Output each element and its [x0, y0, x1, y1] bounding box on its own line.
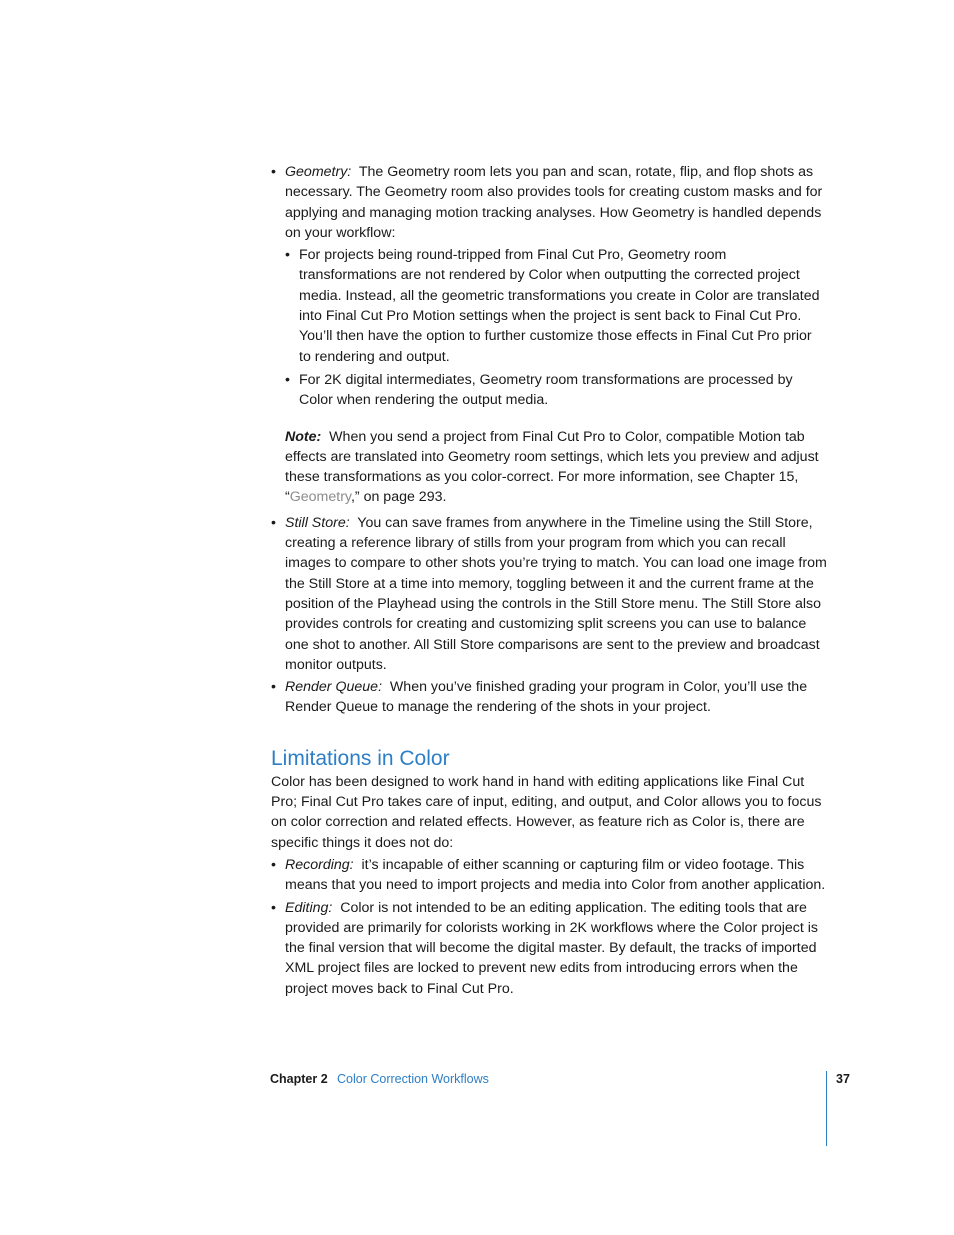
sub-bullet-item [285, 370, 827, 411]
page-number: 37 [836, 1072, 850, 1086]
sub-bullet-text: For projects being round-tripped from Final Cut Pro, Geometry room transformations are not rendered by Color when outputting the corrected project media. Instead, all the geometric transformations you create in Color are translated into Final Cut Pro Motion settings when the project is sent back to Final Cut Pro. You’ll then have the option to further customize those effects in Final Cut Pro prior to rendering and output. [299, 247, 820, 365]
geometry-link[interactable]: Geometry [289, 489, 351, 506]
bullet-editing [271, 898, 827, 999]
bullet-geometry [271, 162, 827, 411]
sub-bullet-list [285, 245, 827, 410]
bullet-text: You can save frames from anywhere in the Timeline using the Still Store, creating a reference library of stills from your program from which you can recall images to compare to other shots you’re trying to match. You can load one image from the Still Store at a time into memory, toggling between it and the current frame at the position of the Playhead using the controls in the Still Store menu. The Still Store also provides controls for creating and customizing split screens you can use to balance one shot to another. All Still Store comparisons are sent to the preview and broadcast monitor outputs. [285, 514, 827, 673]
bullet-term: Recording: [285, 856, 354, 873]
footer-chapter-title: Color Correction Workflows [337, 1072, 489, 1086]
bullet-term: Still Store: [285, 514, 350, 531]
note-label: Note: [285, 428, 322, 445]
footer-divider [826, 1071, 827, 1146]
bullet-text: The Geometry room lets you pan and scan, rotate, flip, and flop shots as necessary. The Geometry room also provides tools for creating custom masks and for applying and managing motion tracking analyses. How Geometry is handled depends on your workflow: [285, 164, 823, 241]
footer-chapter: Chapter 2 [270, 1072, 328, 1086]
bullet-render-queue [271, 677, 827, 718]
sub-bullet-item [285, 245, 827, 367]
page-content [271, 162, 827, 1001]
section-intro: Color has been designed to work hand in hand with editing applications like Final Cut Pro; Final Cut Pro takes care of input, editing, and output, and Color allows you to focus on color correction and related effects. However, as feature rich as Color is, there are specific things it does not do: [271, 773, 822, 851]
bullet-recording [271, 855, 827, 896]
section-heading: Limitations in Color [271, 746, 450, 770]
bullet-term: Render Queue: [285, 679, 383, 696]
note-text-before: When you send a project from Final Cut Pro to Color, compatible Motion tab effects are translated into Geometry room settings, which lets you preview and adjust these transformations as you color-correct. For more information, see Chapter 15, “ [285, 428, 819, 506]
bullet-term: Editing: [285, 899, 333, 916]
bullet-text: Color is not intended to be an editing application. The editing tools that are provided are primarily for colorists working in 2K workflows where the Color project is the final version that will become the digital master. By default, the tracks of imported XML project files are locked to prevent new edits from introducing errors when the project moves back to Final Cut Pro. [285, 899, 819, 997]
bullet-still-store [271, 513, 827, 675]
bullet-text: it’s incapable of either scanning or capturing film or video footage. This means that you need to import projects and media into Color from another application. [285, 856, 826, 894]
note-paragraph [271, 427, 827, 508]
sub-bullet-text: For 2K digital intermediates, Geometry room transformations are processed by Color when rendering the output media. [299, 371, 793, 409]
note-text-after: ,” on page 293. [350, 489, 447, 506]
bullet-term: Geometry: [285, 164, 352, 180]
bullet-text: When you’ve finished grading your program in Color, you’ll use the Render Queue to manage the rendering of the shots in your project. [285, 679, 808, 716]
